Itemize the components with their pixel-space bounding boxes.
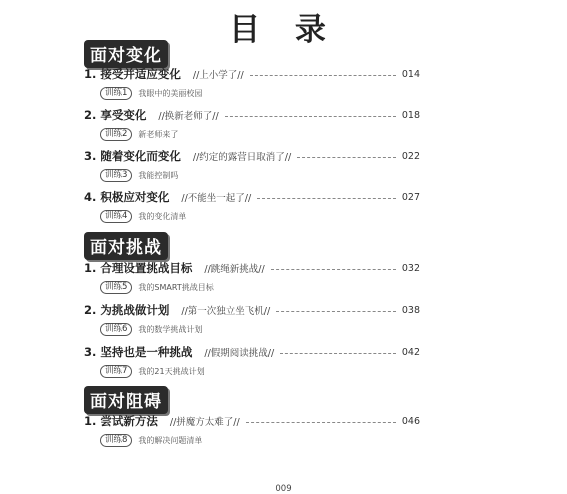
dotted-leader [280,353,396,354]
toc-entry[interactable] [84,66,420,100]
training-badge: 训练5 [100,281,132,294]
entry-title: 2. 为挑战做计划 [84,303,170,317]
training-badge: 训练4 [100,210,132,223]
entry-subtitle: //拼魔方太难了// [169,417,240,428]
entry-subtitle: //换新老师了// [158,111,219,122]
entry-subtitle: //第一次独立坐飞机// [181,306,271,317]
entry-subtitle: //跳绳新挑战// [204,264,265,275]
entry-subtitle: //上小学了// [192,70,244,81]
training-description: 我的变化清单 [138,211,187,221]
training-description: 新老师来了 [138,129,179,139]
training-badge: 训练1 [100,87,132,100]
dotted-leader [297,157,396,158]
entry-title: 2. 享受变化 [84,108,147,122]
section-heading-obstacle: 面对阻碍 [84,386,168,414]
training-description: 我的SMART挑战目标 [138,282,214,292]
training-description: 我眼中的美丽校园 [138,88,203,98]
section-heading-change: 面对变化 [84,40,168,68]
entry-subtitle: //不能坐一起了// [181,193,252,204]
dotted-leader [246,422,396,423]
section-heading-challenge: 面对挑战 [84,232,168,260]
page-number: 038 [401,304,420,316]
entry-title: 1. 合理设置挑战目标 [84,261,193,275]
dotted-leader [271,269,396,270]
dotted-leader [276,311,396,312]
toc-entry[interactable] [84,260,420,294]
entry-subtitle: //约定的露营日取消了// [192,152,292,163]
entry-title: 3. 随着变化而变化 [84,149,181,163]
training-badge: 训练8 [100,434,132,447]
page-number: 022 [401,150,420,162]
training-description: 我的数学挑战计划 [138,324,203,334]
training-description: 我能控制吗 [138,170,179,180]
toc-entry[interactable] [84,413,420,447]
training-badge: 训练7 [100,365,132,378]
footer-page-number: 009 [275,484,292,494]
dotted-leader [257,198,396,199]
toc-entry[interactable] [84,189,420,223]
entry-subtitle: //假期阅读挑战// [204,348,275,359]
toc-entry[interactable] [84,107,420,141]
training-badge: 训练3 [100,169,132,182]
training-description: 我的21天挑战计划 [138,366,205,376]
entry-title: 1. 接受并适应变化 [84,67,181,81]
training-description: 我的解决问题清单 [138,435,203,445]
entry-title: 1. 尝试新方法 [84,414,158,428]
page-number: 042 [401,346,420,358]
toc-entry[interactable] [84,148,420,182]
toc-entry[interactable] [84,302,420,336]
entry-title: 4. 积极应对变化 [84,190,170,204]
dotted-leader [225,116,396,117]
page-number: 014 [401,68,420,80]
page-title: 目 录 [229,12,338,48]
entry-title: 3. 坚持也是一种挑战 [84,345,193,359]
page-number: 027 [401,191,420,203]
training-badge: 训练6 [100,323,132,336]
page-number: 032 [401,262,420,274]
training-badge: 训练2 [100,128,132,141]
toc-entry[interactable] [84,344,420,378]
page-number: 018 [401,109,420,121]
page-number: 046 [401,415,420,427]
dotted-leader [250,75,396,76]
